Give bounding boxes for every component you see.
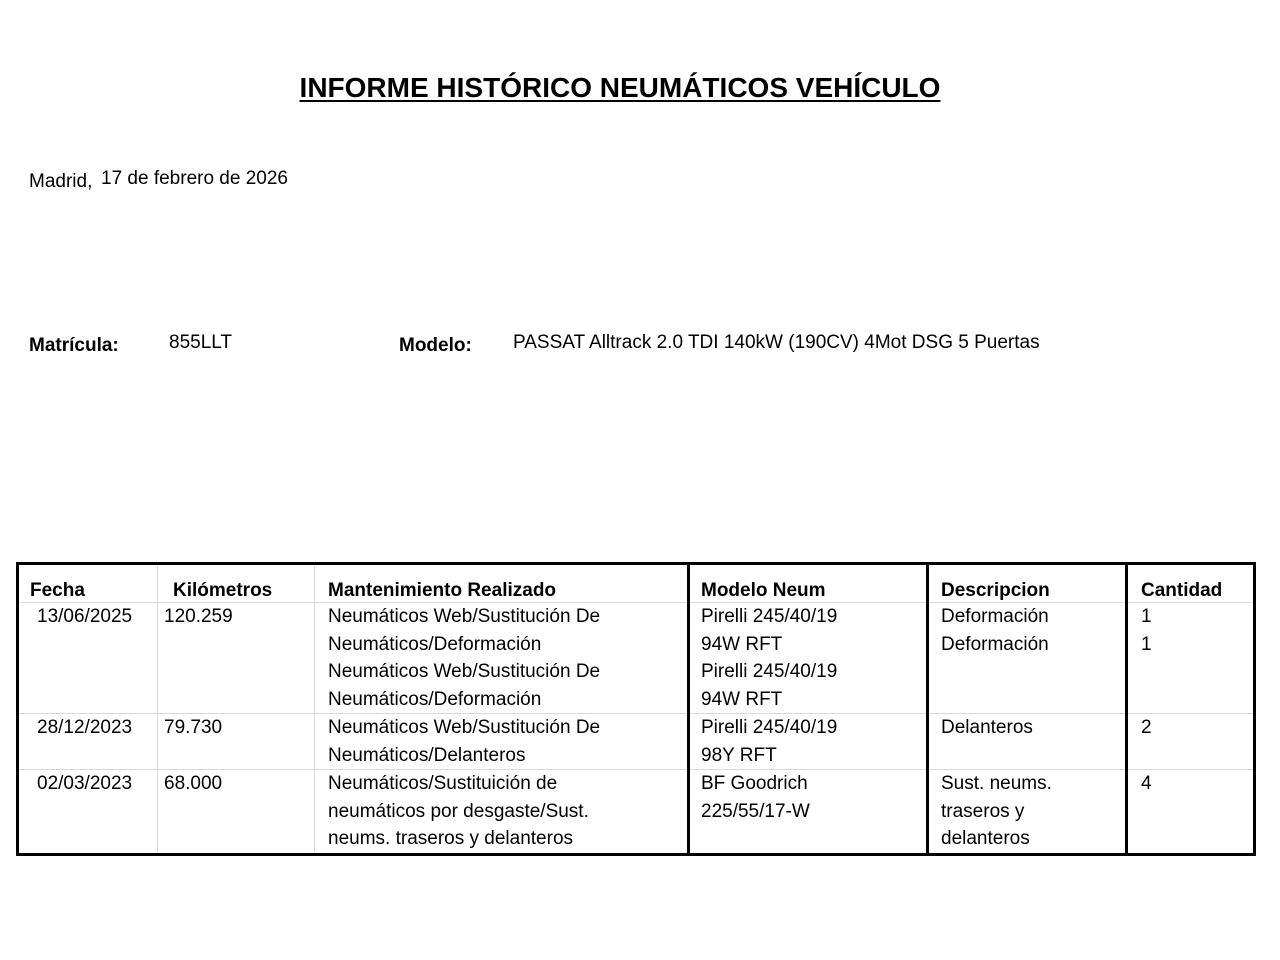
- cell-fecha: 02/03/2023: [18, 770, 158, 855]
- cell-line: 98Y RFT: [701, 744, 777, 766]
- cell-line: 2: [1141, 717, 1152, 738]
- cell-line: Deformación: [941, 606, 1049, 627]
- cell-line: Neumáticos/Delanteros: [328, 744, 526, 766]
- header-cantidad: Cantidad: [1127, 564, 1255, 603]
- cell-line: 225/55/17-W: [701, 800, 810, 822]
- cell-mantenimiento: [315, 714, 689, 770]
- cell-cantidad: [1127, 714, 1255, 770]
- model-label: Modelo:: [399, 335, 472, 356]
- table-row: [18, 603, 1255, 714]
- cell-line: delanteros: [941, 828, 1030, 849]
- cell-fecha: 28/12/2023: [18, 714, 158, 770]
- cell-line: Pirelli 245/40/19: [701, 661, 838, 682]
- plate-label: Matrícula:: [29, 335, 119, 356]
- cell-line: Sust. neums.: [941, 773, 1052, 794]
- cell-line: Neumáticos Web/Sustitución De: [328, 661, 601, 682]
- header-modelo-neum: Modelo Neum: [689, 564, 928, 603]
- table-row: [18, 770, 1255, 855]
- cell-line: Neumáticos/Sustituición de: [328, 773, 558, 794]
- cell-kilometros: 120.259: [158, 603, 315, 714]
- header-fecha: Fecha: [18, 564, 158, 603]
- cell-modelo-neum: [689, 714, 928, 770]
- cell-line: neumáticos por desgaste/Sust.: [328, 800, 589, 822]
- cell-line: Neumáticos/Deformación: [328, 688, 542, 710]
- report-date: 17 de febrero de 2026: [101, 168, 288, 189]
- cell-modelo-neum: [689, 603, 928, 714]
- cell-cantidad: [1127, 603, 1255, 714]
- tire-history-table: [16, 562, 1256, 856]
- model-value: PASSAT Alltrack 2.0 TDI 140kW (190CV) 4Mot DSG 5 Puertas: [513, 332, 1040, 353]
- cell-line: Neumáticos Web/Sustitución De: [328, 606, 601, 627]
- cell-mantenimiento: [315, 770, 689, 855]
- table-row: [18, 714, 1255, 770]
- cell-line: 94W RFT: [701, 633, 783, 655]
- cell-fecha: 13/06/2025: [18, 603, 158, 714]
- cell-kilometros: 68.000: [158, 770, 315, 855]
- cell-cantidad: [1127, 770, 1255, 855]
- table-header-row: [18, 564, 1255, 603]
- cell-mantenimiento: [315, 603, 689, 714]
- cell-descripcion: [928, 770, 1127, 855]
- cell-line: 1: [1141, 606, 1152, 627]
- cell-line: Neumáticos Web/Sustitución De: [328, 717, 601, 738]
- cell-line: 4: [1141, 773, 1152, 794]
- cell-line: traseros y: [941, 800, 1025, 822]
- cell-line: Pirelli 245/40/19: [701, 606, 838, 627]
- cell-line: BF Goodrich: [701, 773, 808, 794]
- report-title: INFORME HISTÓRICO NEUMÁTICOS VEHÍCULO: [299, 72, 941, 103]
- cell-line: Deformación: [941, 633, 1049, 655]
- header-mantenimiento: Mantenimiento Realizado: [315, 564, 689, 603]
- header-descripcion: Descripcion: [928, 564, 1127, 603]
- cell-line: 94W RFT: [701, 688, 783, 710]
- cell-line: Pirelli 245/40/19: [701, 717, 838, 738]
- cell-kilometros: 79.730: [158, 714, 315, 770]
- plate-value: 855LLT: [169, 332, 233, 353]
- cell-line: 1: [1141, 633, 1152, 655]
- cell-line: Neumáticos/Deformación: [328, 633, 542, 655]
- cell-line: Delanteros: [941, 717, 1033, 738]
- header-kilometros: Kilómetros: [158, 564, 315, 603]
- report-city: Madrid,: [29, 171, 93, 192]
- cell-descripcion: [928, 603, 1127, 714]
- cell-descripcion: [928, 714, 1127, 770]
- cell-modelo-neum: [689, 770, 928, 855]
- cell-line: neums. traseros y delanteros: [328, 828, 574, 849]
